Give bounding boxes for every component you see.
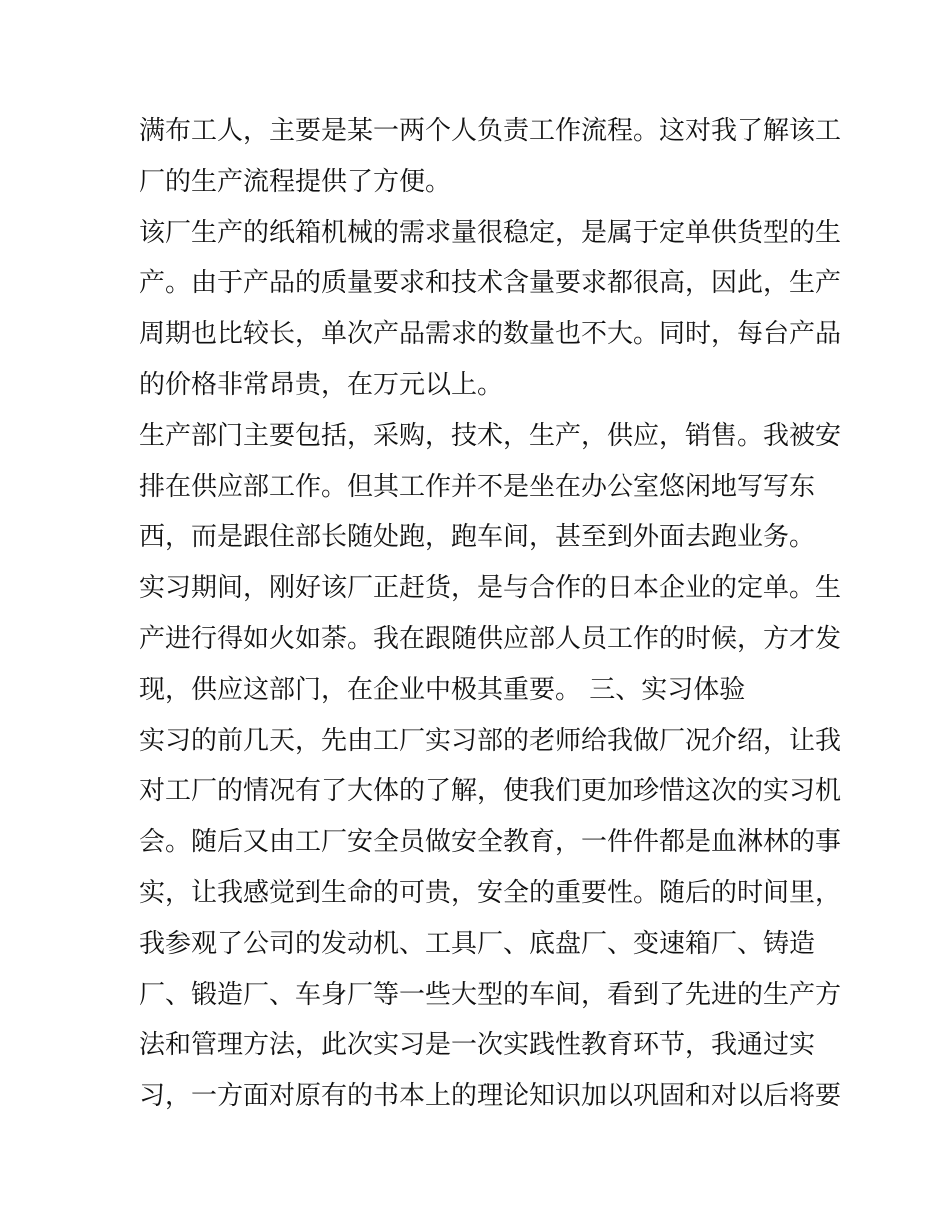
text-line: 实，让我感觉到生命的可贵，安全的重要性。随后的时间里， [139,877,842,908]
text-line: 产。由于产品的质量要求和技术含量要求都很高，因此，生产 [139,268,842,299]
text-line: 厂、锻造厂、车身厂等一些大型的车间，看到了先进的生产方 [139,979,842,1010]
text-line: 实习期间，刚好该厂正赶货，是与合作的日本企业的定单。生 [139,573,842,604]
text-line: 实习的前几天，先由工厂实习部的老师给我做厂况介绍，让我 [139,725,842,756]
body-text [139,106,842,1122]
text-line: 习，一方面对原有的书本上的理论知识加以巩固和对以后将要 [139,1081,842,1112]
text-line: 现，供应这部门，在企业中极其重要。 三、实习体验 [139,674,746,705]
text-line: 我参观了公司的发动机、工具厂、底盘厂、变速箱厂、铸造 [139,928,816,959]
text-line: 法和管理方法，此次实习是一次实践性教育环节，我通过实 [139,1030,816,1061]
text-line: 西，而是跟住部长随处跑，跑车间，甚至到外面去跑业务。 [139,522,816,553]
text-line: 厂的生产流程提供了方便。 [139,166,452,197]
text-line: 会。随后又由工厂安全员做安全教育，一件件都是血淋林的事 [139,827,842,858]
text-line: 生产部门主要包括，采购，技术，生产，供应，销售。我被安 [139,420,842,451]
text-line: 周期也比较长，单次产品需求的数量也不大。同时，每台产品 [139,319,842,350]
text-line: 产进行得如火如荼。我在跟随供应部人员工作的时候，方才发 [139,623,842,654]
text-line: 满布工人，主要是某一两个人负责工作流程。这对我了解该工 [139,116,842,146]
text-line: 对工厂的情况有了大体的了解，使我们更加珍惜这次的实习机 [139,776,842,807]
text-line: 的价格非常昂贵，在万元以上。 [139,369,504,400]
text-line: 该厂生产的纸箱机械的需求量很稳定，是属于定单供货型的生 [139,217,842,248]
text-line: 排在供应部工作。但其工作并不是坐在办公室悠闲地写写东 [139,471,816,502]
